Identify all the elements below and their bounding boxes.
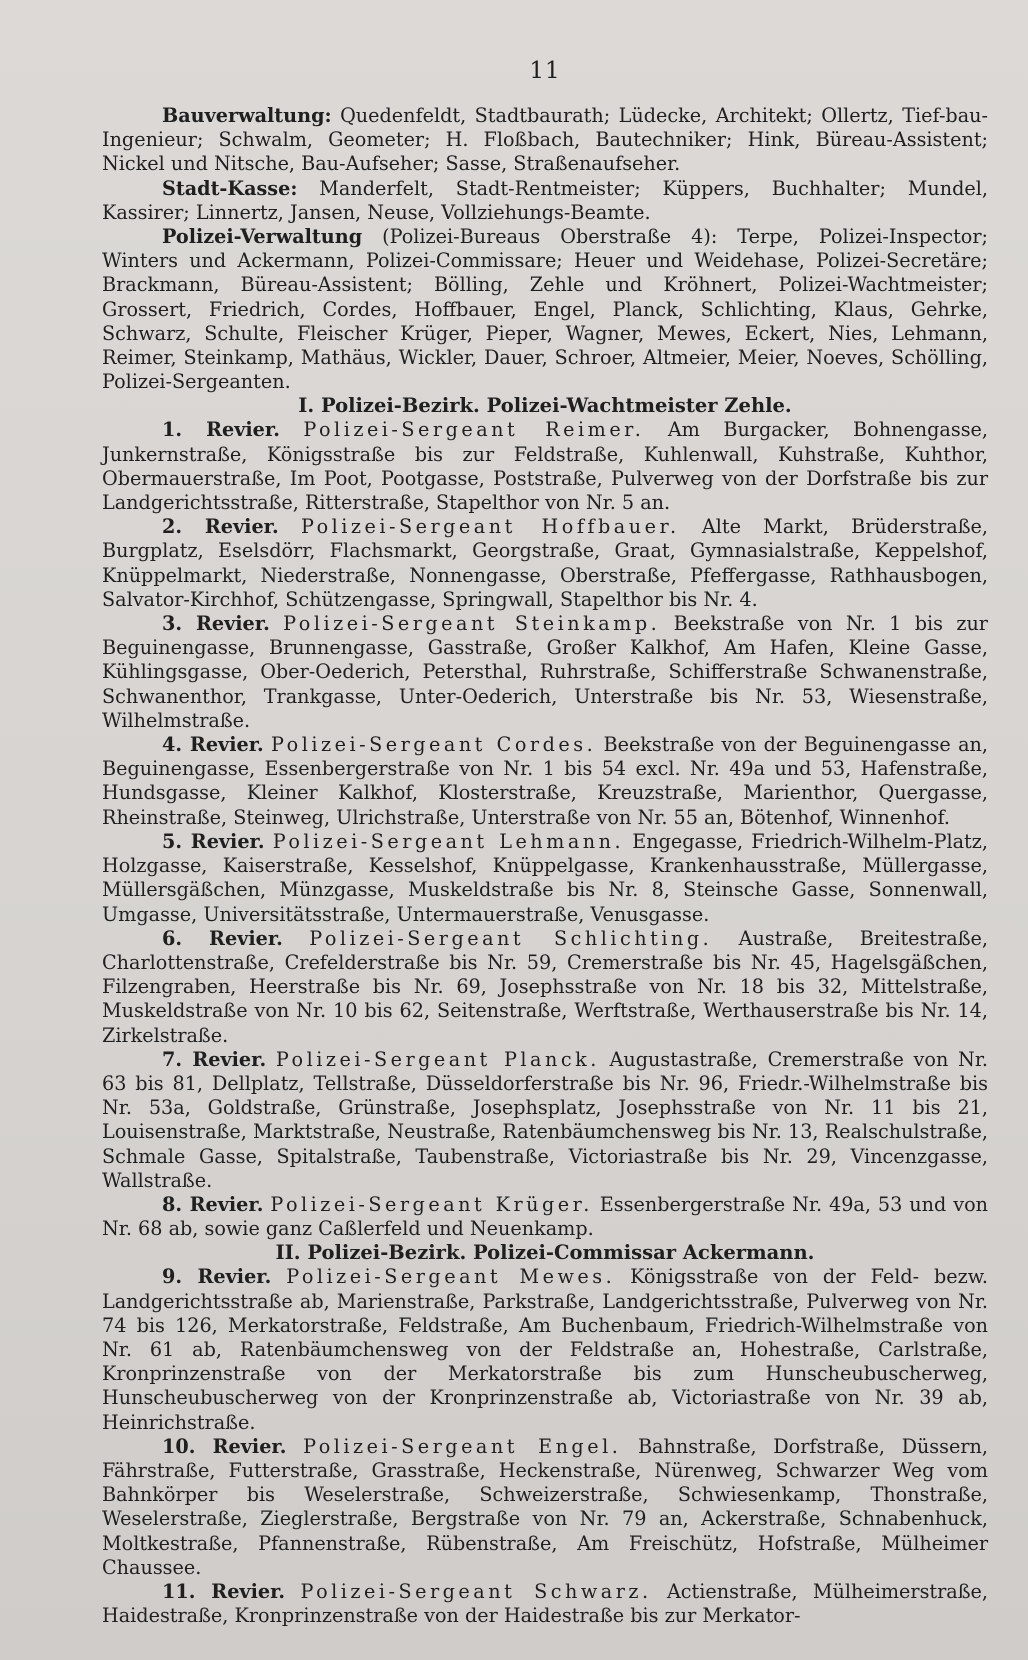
revier-streets: Augustastraße, Cremerstraße von Nr. 63 bis 81, Dellplatz, Tellstraße, Düsseldorferstraße bis Nr. 96, Friedr.-Wilhelmstraße bis Nr. 53a, Goldstraße, Grünstraße, Josephsplatz, Josephsstraße von Nr. 11 bis 21, Louisenstraße, Marktstraße, Neustraße, Ratenbäumchensweg bis Nr. 13, Realschulstraße, Schmale Gasse, Spitalstraße, Taubenstraße, Victoriastraße bis Nr. 29, Vincenzgasse, Wallstraße.: [102, 1047, 988, 1192]
revier-streets: Königsstraße von der Feld- bezw. Landgerichtsstraße ab, Marienstraße, Parkstraße, Landgerichtsstraße, Pulverweg von Nr. 74 bis 126, Merkatorstraße, Feldstraße, Am Buchenbaum, Friedrich-Wilhelmstraße von Nr. 61 ab, Ratenbäumchensweg von der Feldstraße an, Hohestraße, Carlstraße, Kronprinzenstraße von der Merkatorstraße bis zum Hunscheubuscherweg, Hunscheubuscherweg von der Kronprinzenstraße ab, Victoriastraße von Nr. 39 ab, Heinrichstraße.: [102, 1265, 988, 1434]
bezirk2-heading: II. Polizei-Bezirk. Polizei-Commissar Ackermann.: [275, 1241, 815, 1265]
revier-number: 5. Revier.: [162, 829, 265, 853]
polizeiverwaltung-label: Polizei-Verwaltung: [162, 225, 363, 249]
revier-number: 1. Revier.: [162, 418, 280, 442]
revier-entry: [102, 1580, 988, 1628]
revier-streets: Am Burgacker, Bohnengasse, Junkernstraße, Königsstraße bis zur Feldstraße, Kuhlenwall, Kuhstraße, Kuhthor, Obermauerstraße, Im Poot, Pootgasse, Poststraße, Pulverweg von der Dorfstraße bis zur Landgerichtsstraße, Ritterstraße, Stapelthor von Nr. 5 an.: [102, 418, 988, 515]
revier-entry: [102, 927, 988, 1048]
revier-entry: [102, 830, 988, 927]
revier-sergeant: Polizei-Sergeant Schlichting.: [309, 926, 713, 950]
revier-sergeant: Polizei-Sergeant Mewes.: [286, 1265, 616, 1289]
bauverwaltung-paragraph: [102, 104, 988, 177]
revier-streets: Actienstraße, Mülheimerstraße, Haidestraße, Kronprinzenstraße von der Haidestraße bis zur Merkator-: [102, 1579, 989, 1628]
revier-entry: [102, 1193, 988, 1241]
revier-entry: [102, 1048, 988, 1193]
revier-number: 8. Revier.: [162, 1192, 264, 1216]
revier-entry: [102, 1265, 988, 1434]
stadtkasse-text: Manderfelt, Stadt-Rentmeister; Küppers, Buchhalter; Mundel, Kassirer; Linnertz, Jansen, Neuse, Vollziehungs-Beamte.: [102, 176, 989, 224]
revier-streets: Austraße, Breitestraße, Charlottenstraße, Crefelderstraße bis Nr. 59, Cremerstraße bis Nr. 45, Hagelsgäßchen, Filzengraben, Heerstraße bis Nr. 69, Josephsstraße von Nr. 18 bis 32, Mittelstraße, Muskeldstraße von Nr. 10 bis 62, Seitenstraße, Werftstraße, Werthauserstraße bis Nr. 14, Zirkelstraße.: [102, 926, 988, 1047]
stadtkasse-paragraph: [102, 177, 988, 225]
revier-sergeant: Polizei-Sergeant Hoffbauer.: [300, 515, 680, 539]
revier-sergeant: Polizei-Sergeant Cordes.: [271, 733, 597, 757]
revier-entry: [102, 418, 988, 515]
page-number: 11: [529, 58, 561, 84]
revier-streets: Beekstraße von der Beguinengasse an, Beguinengasse, Essenbergerstraße von Nr. 1 bis 54 excl. Nr. 49a und 53, Hafenstraße, Hundsgasse, Kleiner Kalkhof, Klosterstraße, Kreuzstraße, Marienthor, Quergasse, Rheinstraße, Steinweg, Ulrichstraße, Unterstraße von Nr. 55 an, Bötenhof, Winnenhof.: [102, 733, 988, 829]
revier-streets: Essenbergerstraße Nr. 49a, 53 und von Nr. 68 ab, sowie ganz Caßlerfeld und Neuenkamp.: [102, 1192, 988, 1241]
revier-streets: Beekstraße von Nr. 1 bis zur Beguinengasse, Brunnengasse, Gasstraße, Großer Kalkhof, Am Hafen, Kleine Gasse, Kühlingsgasse, Ober-Oederich, Petersthal, Ruhrstraße, Schifferstraße Schwanenstraße, Schwanenthor, Trankgasse, Unter-Oederich, Unterstraße bis Nr. 53, Wiesenstraße, Wilhelmstraße.: [102, 612, 988, 732]
revier-number: 7. Revier.: [162, 1047, 267, 1071]
revier-entry: [102, 515, 988, 612]
revier-number: 2. Revier.: [162, 515, 279, 539]
revier-entry: [102, 733, 988, 830]
revier-number: 4. Revier.: [162, 733, 264, 757]
revier-streets: Bahnstraße, Dorfstraße, Düssern, Fährstraße, Futterstraße, Grasstraße, Heckenstraße, Nürenweg, Schwarzer Weg vom Bahnkörper bis Weselerstraße, Schweizerstraße, Schwiesenkamp, Thonstraße, Weselerstraße, Zieglerstraße, Bergstraße von Nr. 79 an, Ackerstraße, Schnabenhuck, Moltkestraße, Pfannenstraße, Rübenstraße, Am Freischütz, Hofstraße, Mülheimer Chaussee.: [102, 1434, 988, 1579]
revier-number: 10. Revier.: [162, 1434, 287, 1458]
revier-streets: Engegasse, Friedrich-Wilhelm-Platz, Holzgasse, Kaiserstraße, Kesselshof, Knüppelgasse, Krankenhausstraße, Müllergasse, Müllersgäßchen, Münzgasse, Muskeldstraße bis Nr. 8, Steinsche Gasse, Sonnenwall, Umgasse, Universitätsstraße, Untermauerstraße, Venusgasse.: [102, 829, 988, 926]
revier-sergeant: Polizei-Sergeant Planck.: [275, 1047, 600, 1071]
revier-sergeant: Polizei-Sergeant Lehmann.: [272, 829, 625, 853]
revier-number: 3. Revier.: [162, 612, 270, 636]
polizeiverwaltung-text: (Polizei-Bureaus Oberstraße 4): Terpe, Polizei-Inspector; Winters und Ackermann, Polizei-Commissare; Heuer und Weidehase, Polizei-Secretäre; Brackmann, Büreau-Assistent; Bölling, Zehle und Kröhnert, Polizei-Wachtmeister; Grossert, Friedrich, Cordes, Hoffbauer, Engel, Planck, Schlichting, Klaus, Gehrke, Schwarz, Schulte, Fleischer Krüger, Pieper, Wagner, Mewes, Eckert, Nies, Lehmann, Reimer, Steinkamp, Mathäus, Wickler, Dauer, Schroer, Altmeier, Meier, Noeves, Schölling, Polizei-Sergeanten.: [102, 225, 988, 394]
revier-entry: [102, 612, 988, 733]
revier-number: 11. Revier.: [162, 1579, 286, 1603]
revier-streets: Alte Markt, Brüderstraße, Burgplatz, Eselsdörr, Flachsmarkt, Georgstraße, Graat, Gymnasialstraße, Keppelshof, Knüppelmarkt, Niederstraße, Nonnengasse, Oberstraße, Pfeffergasse, Rathhausbogen, Salvator-Kirchhof, Schützengasse, Springwall, Stapelthor bis Nr. 4.: [102, 515, 988, 611]
polizeiverwaltung-paragraph: [102, 225, 988, 394]
stadtkasse-label: Stadt-Kasse:: [162, 176, 298, 200]
revier-sergeant: Polizei-Sergeant Engel.: [303, 1434, 622, 1458]
revier-entry: [102, 1435, 988, 1580]
revier-number: 9. Revier.: [162, 1265, 272, 1289]
revier-sergeant: Polizei-Sergeant Reimer.: [303, 418, 645, 442]
bauverwaltung-label: Bauverwaltung:: [162, 104, 332, 127]
bauverwaltung-text: Quedenfeldt, Stadtbaurath; Lüdecke, Architekt; Ollertz, Tief-bau-Ingenieur; Schwalm, Geometer; H. Floßbach, Bautechniker; Hink, Büreau-Assistent; Nickel und Nitsche, Bau-Aufseher; Sasse, Straßenaufseher.: [102, 104, 988, 176]
revier-sergeant: Polizei-Sergeant Schwarz.: [300, 1579, 652, 1603]
revier-sergeant: Polizei-Sergeant Steinkamp.: [283, 612, 661, 636]
revier-number: 6. Revier.: [162, 926, 283, 950]
bezirk1-heading: I. Polizei-Bezirk. Polizei-Wachtmeister Zehle.: [298, 394, 792, 418]
revier-sergeant: Polizei-Sergeant Krüger.: [270, 1192, 593, 1216]
